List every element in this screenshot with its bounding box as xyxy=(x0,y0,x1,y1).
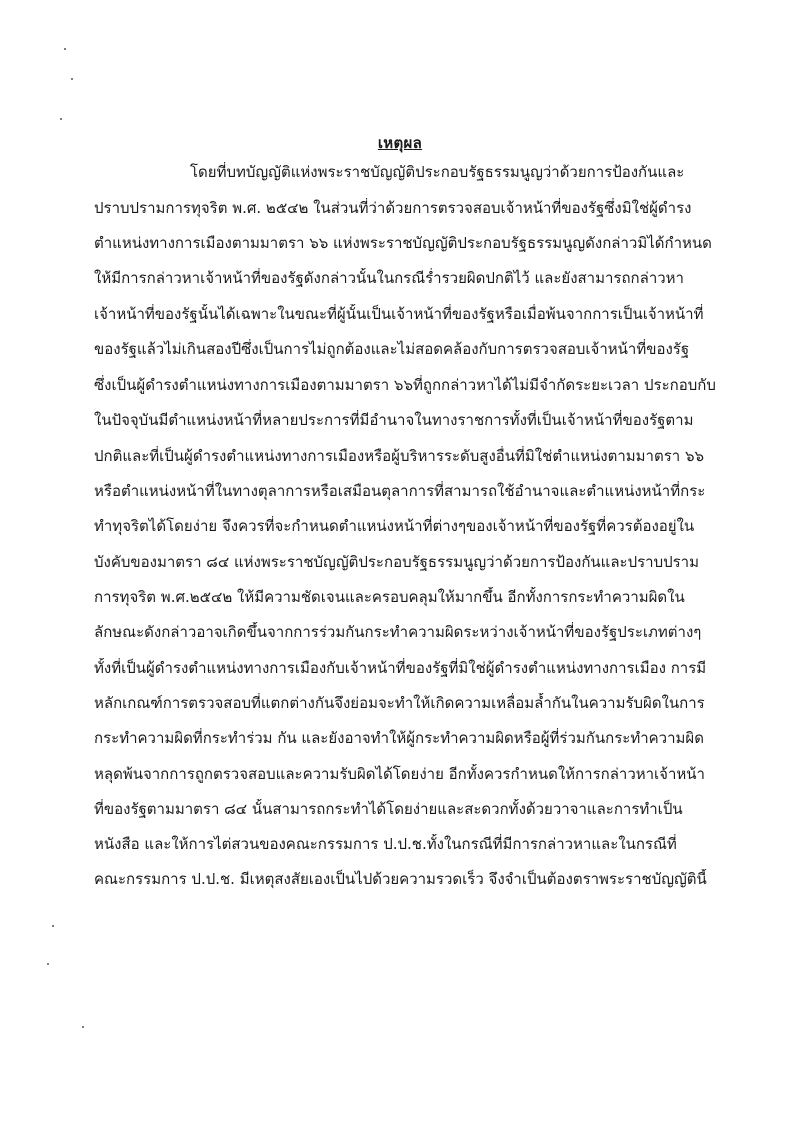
paragraph-line-13: การทุจริต พ.ศ.๒๕๔๒ ให้มีความชัดเจนและครอบคลุมให้มากขึ้น อีกทั้งการกระทำความผิดใน xyxy=(94,588,685,606)
paragraph-line-18: หลุดพ้นจากการถูกตรวจสอบและความรับผิดได้โดยง่าย อีกทั้งควรกำหนดให้การกล่าวหาเจ้าหน้า xyxy=(94,765,705,783)
scan-speck xyxy=(47,963,49,965)
paragraph-line-9: ปกติและที่เป็นผู้ดำรงตำแหน่งทางการเมืองหรือผู้บริหารระดับสูงอื่นที่มิใช่ตำแหน่งตามมาตรา ๖๖ xyxy=(94,447,705,465)
paragraph-line-8: ในปัจจุบันมีตำแหน่งหน้าที่หลายประการที่มีอำนาจในทางราชการทั้งที่เป็นเจ้าหน้าที่ของรัฐตาม xyxy=(94,411,694,429)
scan-speck xyxy=(52,925,54,927)
paragraph-line-11: ทำทุจริตได้โดยง่าย จึงควรที่จะกำหนดตำแหน่งหน้าที่ต่างๆของเจ้าหน้าที่ของรัฐที่ควรต้องอยู่ใน xyxy=(94,517,695,535)
paragraph-line-21: คณะกรรมการ ป.ป.ช. มีเหตุสงสัยเองเป็นไปด้วยความรวดเร็ว จึงจำเป็นต้องตราพระราชบัญญัตินี้ xyxy=(94,870,707,888)
paragraph-line-19: ที่ของรัฐตามมาตรา ๘๔ นั้นสามารถกระทำได้โดยง่ายและสะดวกทั้งด้วยวาจาและการทำเป็น xyxy=(94,800,683,818)
paragraph-line-7: ซึ่งเป็นผู้ดำรงตำแหน่งทางการเมืองตามมาตรา ๖๖ที่ถูกกล่าวหาได้ไม่มีจำกัดระยะเวลา ประกอบกับ xyxy=(94,376,716,394)
document-heading: เหตุผล xyxy=(377,134,423,152)
paragraph-line-10: หรือตำแหน่งหน้าที่ในทางตุลาการหรือเสมือนตุลาการที่สามารถใช้อำนาจและตำแหน่งหน้าที่กระ xyxy=(94,482,706,500)
paragraph-line-17: กระทำความผิดที่กระทำร่วม กัน และยังอาจทำให้ผู้กระทำความผิดหรือผู้ที่ร่วมกันกระทำความผิด xyxy=(94,729,704,747)
scan-speck xyxy=(82,1026,84,1028)
paragraph-line-14: ลักษณะดังกล่าวอาจเกิดขึ้นจากการร่วมกันกระทำความผิดระหว่างเจ้าหน้าที่ของรัฐประเภทต่างๆ xyxy=(94,623,702,641)
paragraph-line-1: โดยที่บทบัญญัติแห่งพระราชบัญญัติประกอบรัฐธรรมนูญว่าด้วยการป้องกันและ xyxy=(190,163,685,181)
scan-speck xyxy=(60,118,62,120)
paragraph-line-6: ของรัฐแล้วไม่เกินสองปีซึ่งเป็นการไม่ถูกต้องและไม่สอดคล้องกับการตรวจสอบเจ้าหน้าที่ของรัฐ xyxy=(94,340,690,358)
paragraph-line-16: หลักเกณฑ์การตรวจสอบที่แตกต่างกันจึงย่อมจะทำให้เกิดความเหลื่อมล้ำกันในความรับผิดในการ xyxy=(94,694,705,712)
paragraph-line-15: ทั้งที่เป็นผู้ดำรงตำแหน่งทางการเมืองกับเจ้าหน้าที่ของรัฐที่มิใช่ผู้ดำรงตำแหน่งทางการเมือง การมี xyxy=(94,659,707,677)
scan-speck xyxy=(71,78,73,80)
paragraph-line-3: ตำแหน่งทางการเมืองตามมาตรา ๖๖ แห่งพระราชบัญญัติประกอบรัฐธรรมนูญดังกล่าวมิได้กำหนด xyxy=(94,234,712,252)
paragraph-line-2: ปราบปรามการทุจริต พ.ศ. ๒๕๔๒ ในส่วนที่ว่าด้วยการตรวจสอบเจ้าหน้าที่ของรัฐซึ่งมิใช่ผู้ดำรง xyxy=(94,199,692,217)
paragraph-line-5: เจ้าหน้าที่ของรัฐนั้นได้เฉพาะในขณะที่ผู้นั้นเป็นเจ้าหน้าที่ของรัฐหรือเมื่อพ้นจากการเป็นเจ้าหน้าที่ xyxy=(94,305,704,323)
scan-speck xyxy=(64,48,66,50)
paragraph-line-12: บังคับของมาตรา ๘๔ แห่งพระราชบัญญัติประกอบรัฐธรรมนูญว่าด้วยการป้องกันและปราบปราม xyxy=(94,553,699,571)
paragraph-line-4: ให้มีการกล่าวหาเจ้าหน้าที่ของรัฐดังกล่าวนั้นในกรณีร่ำรวยผิดปกติไว้ และยังสามารถกล่าวหา xyxy=(94,269,684,287)
paragraph-line-20: หนังสือ และให้การไต่สวนของคณะกรรมการ ป.ป.ช.ทั้งในกรณีที่มีการกล่าวหาและในกรณีที่ xyxy=(94,835,677,853)
